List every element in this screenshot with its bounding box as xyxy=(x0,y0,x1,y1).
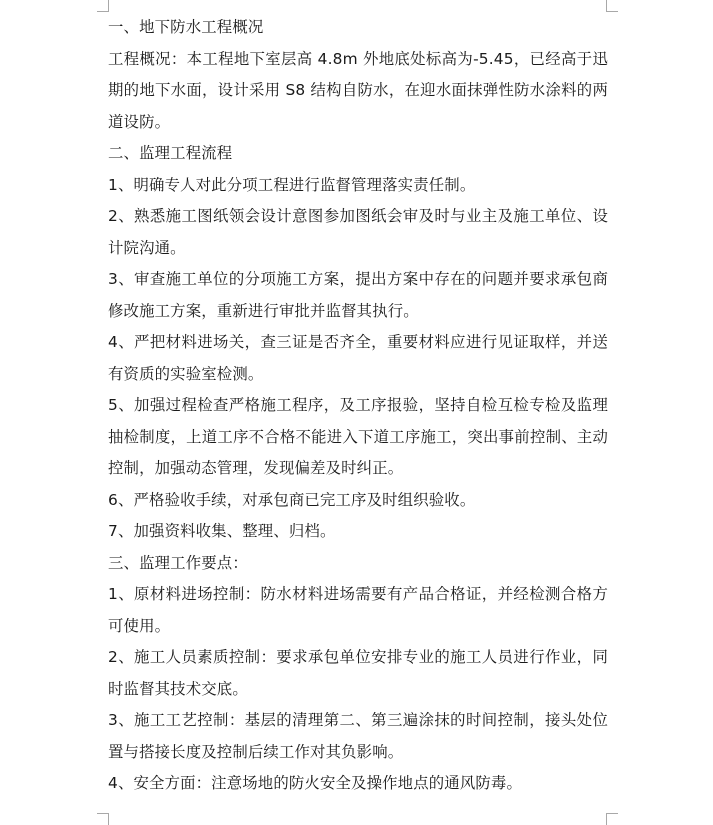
list-item: 7、加强资料收集、整理、归档。 xyxy=(108,522,336,540)
list-item: 3、施工工艺控制：基层的清理第二、第三遍涂抹的时间控制，接头处位置与搭接长度及控制后续工作对其负影响。 xyxy=(108,711,608,761)
section-heading-3: 三、监理工作要点： xyxy=(108,553,248,572)
list-item: 1、原材料进场控制：防水材料进场需要有产品合格证，并经检测合格方可使用。 xyxy=(108,585,608,635)
list-item: 5、加强过程检查严格施工程序，及工序报验，坚持自检互检专检及监理抽检制度，上道工序不合格不能进入下道工序施工，突出事前控制、主动控制，加强动态管理，发现偏差及时纠正。 xyxy=(108,396,608,477)
list-item: 4、严把材料进场关，查三证是否齐全，重要材料应进行见证取样，并送有资质的实验室检测。 xyxy=(108,333,608,383)
margin-corner-mark-top-right xyxy=(606,0,618,12)
document-body[interactable] xyxy=(108,12,608,800)
list-item: 2、施工人员素质控制：要求承包单位安排专业的施工人员进行作业，同时监督其技术交底。 xyxy=(108,648,608,698)
list-item: 2、熟悉施工图纸领会设计意图参加图纸会审及时与业主及施工单位、设计院沟通。 xyxy=(108,207,608,257)
project-overview-paragraph: 工程概况：本工程地下室层高 4.8m 外地底处标高为-5.45，已经高于迅期的地下水面，设计采用 S8 结构自防水，在迎水面抹弹性防水涂料的两道设防。 xyxy=(108,49,608,131)
section-heading-1: 一、地下防水工程概况 xyxy=(108,18,264,36)
section-heading-2: 二、监理工程流程 xyxy=(108,144,233,162)
list-item: 4、安全方面：注意场地的防火安全及操作地点的通风防毒。 xyxy=(108,774,522,792)
list-item: 6、严格验收手续，对承包商已完工序及时组织验收。 xyxy=(108,490,476,509)
margin-corner-mark-bottom-left xyxy=(97,813,109,825)
list-item: 3、审查施工单位的分项施工方案，提出方案中存在的问题并要求承包商修改施工方案，重新进行审批并监督其执行。 xyxy=(108,270,608,320)
margin-corner-mark-top-left xyxy=(97,0,109,12)
list-item: 1、明确专人对此分项工程进行监督管理落实责任制。 xyxy=(108,175,476,194)
margin-corner-mark-bottom-right xyxy=(606,813,618,825)
